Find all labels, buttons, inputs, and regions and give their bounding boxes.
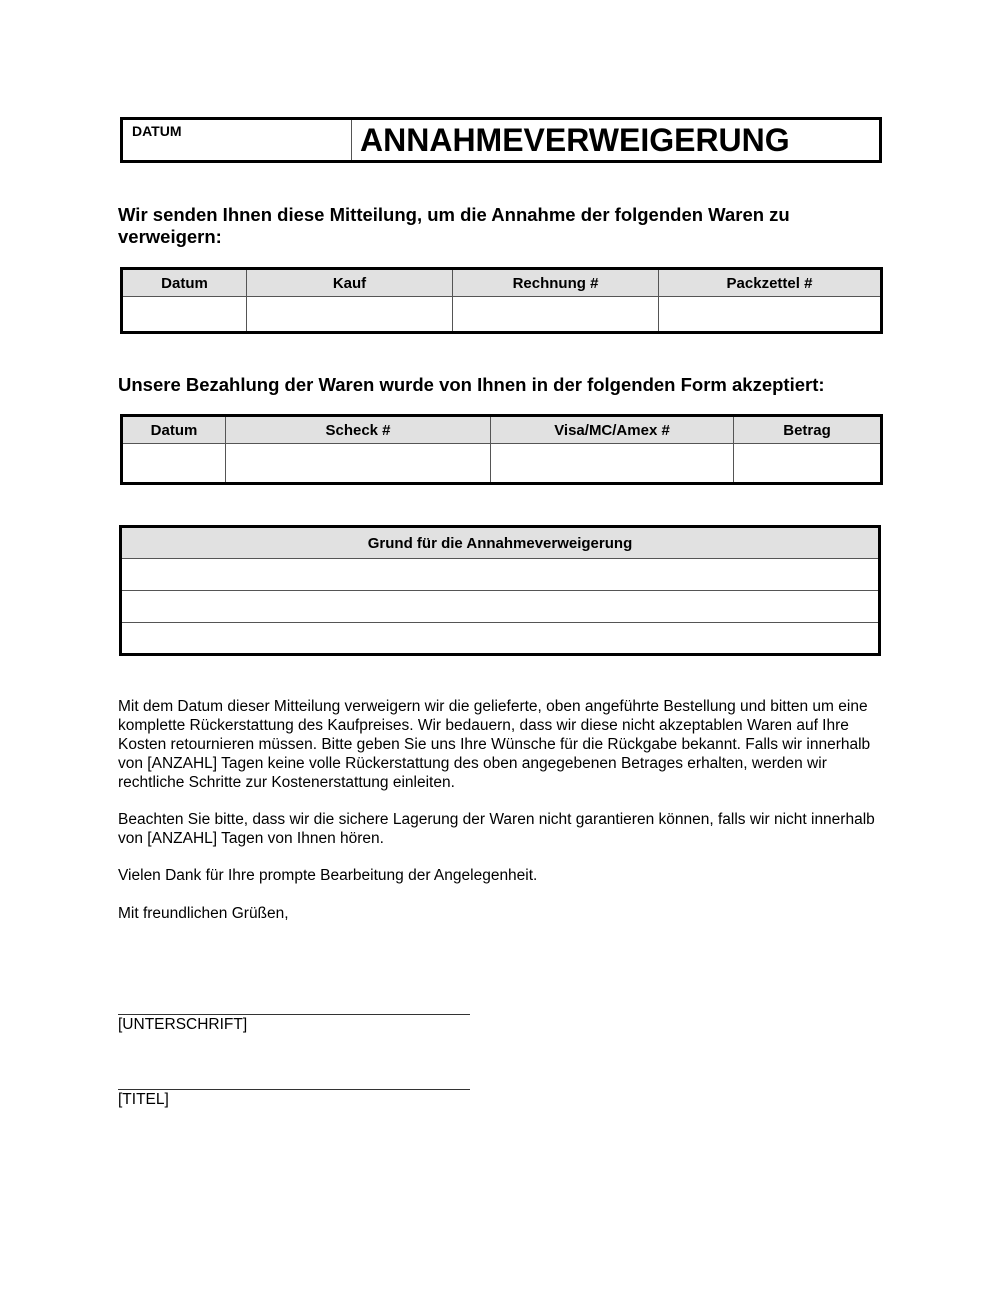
goods-table (120, 267, 883, 334)
table-header-row (122, 416, 882, 444)
table-row (121, 591, 880, 623)
reason-line-2[interactable] (121, 591, 880, 623)
table-row (121, 559, 880, 591)
column-header-packing-slip: Packzettel # (659, 269, 882, 297)
check-cell[interactable] (226, 444, 491, 484)
date-cell[interactable] (122, 444, 226, 484)
table-row (122, 444, 882, 484)
column-header-date: Datum (122, 416, 226, 444)
card-cell[interactable] (491, 444, 734, 484)
column-header-invoice: Rechnung # (453, 269, 659, 297)
reason-line-3[interactable] (121, 623, 880, 655)
signature-label: [UNTERSCHRIFT] (118, 1016, 248, 1033)
column-header-card: Visa/MC/Amex # (491, 416, 734, 444)
reason-table (119, 525, 881, 656)
closing-text: Mit freundlichen Grüßen, (118, 905, 289, 922)
title-line[interactable] (118, 1089, 470, 1090)
amount-cell[interactable] (734, 444, 882, 484)
payment-heading: Unsere Bezahlung der Waren wurde von Ihnen in der folgenden Form akzeptiert: (118, 374, 825, 395)
purchase-cell[interactable] (247, 297, 453, 333)
column-header-reason: Grund für die Annahmeverweigerung (121, 527, 880, 559)
date-label: DATUM (132, 123, 182, 139)
payment-table (120, 414, 883, 485)
document-title: ANNAHMEVERWEIGERUNG (360, 122, 790, 158)
column-header-check: Scheck # (226, 416, 491, 444)
title-label: [TITEL] (118, 1091, 169, 1108)
goods-refusal-heading: Wir senden Ihnen diese Mitteilung, um die Annahme der folgenden Waren zu verweigern: (118, 204, 790, 247)
table-header-row (121, 527, 880, 559)
packing-slip-cell[interactable] (659, 297, 882, 333)
body-paragraph-1: Mit dem Datum dieser Mitteilung verweigern wir die gelieferte, oben angeführte Bestellung und bitten um eine komplette Rückerstattung des Kaufpreises. Wir bedauern, dass wir diese nicht akzeptablen Waren auf Ihre Kosten retournieren müssen. Bitte geben Sie uns Ihre Wünsche für die Rückgabe bekannt. Falls wir innerhalb von [ANZAHL] Tagen keine volle Rückerstattung des oben angegebenen Betrages erhalten, werden wir rechtliche Schritte zur Kostenerstattung einleiten. (118, 698, 871, 791)
column-header-purchase: Kauf (247, 269, 453, 297)
date-cell[interactable] (122, 297, 247, 333)
table-header-row (122, 269, 882, 297)
signature-line[interactable] (118, 1014, 470, 1015)
table-row (121, 623, 880, 655)
body-paragraph-2: Beachten Sie bitte, dass wir die sichere Lagerung der Waren nicht garantieren können, falls wir nicht innerhalb von [ANZAHL] Tagen von Ihnen hören. (118, 811, 875, 847)
table-row (122, 297, 882, 333)
column-header-amount: Betrag (734, 416, 882, 444)
reason-line-1[interactable] (121, 559, 880, 591)
body-paragraph-3: Vielen Dank für Ihre prompte Bearbeitung der Angelegenheit. (118, 867, 538, 884)
title-box (120, 117, 882, 163)
invoice-cell[interactable] (453, 297, 659, 333)
date-field[interactable] (123, 120, 352, 160)
column-header-date: Datum (122, 269, 247, 297)
